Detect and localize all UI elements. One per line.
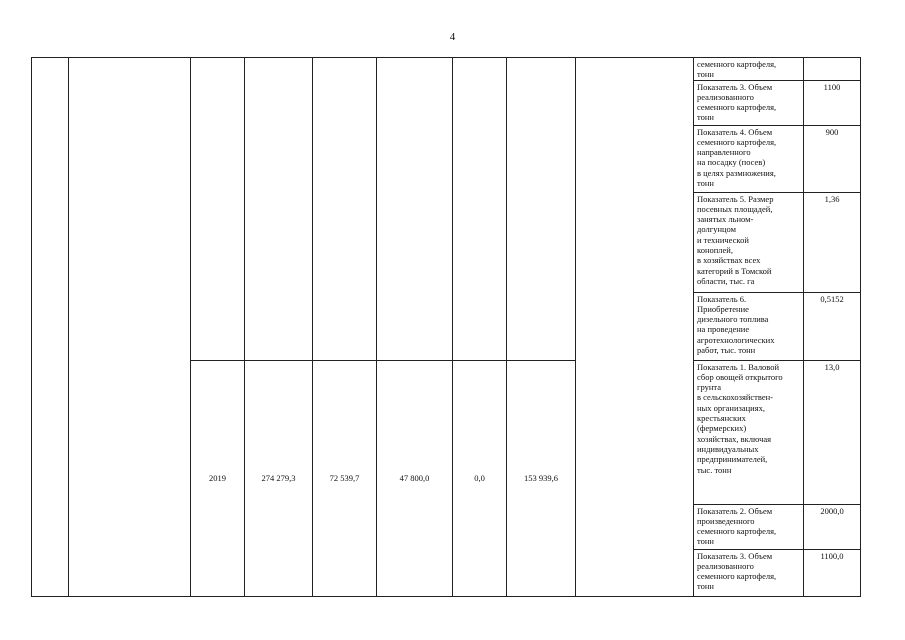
executor-cell [576, 58, 694, 597]
indicator-value: 0,5152 [804, 292, 861, 360]
page-number: 4 [449, 31, 456, 43]
year-cell: 2019 [191, 360, 245, 596]
indicator-value: 1100,0 [804, 549, 861, 596]
indicator-text: семенного картофеля, тонн [694, 58, 804, 81]
activity-name-cell [69, 58, 191, 597]
regional-funding-cell: 47 800,0 [377, 360, 453, 596]
year-cell-empty [191, 58, 245, 361]
extra-funding-cell: 153 939,6 [507, 360, 576, 596]
total-cell-empty [245, 58, 313, 361]
indicator-text: Показатель 6. Приобретение дизельного топлива на проведение агротехнологических работ, тыс. тонн [694, 292, 804, 360]
local-cell-empty [453, 58, 507, 361]
extra-cell-empty [507, 58, 576, 361]
indicator-text: Показатель 5. Размер посевных площадей, занятых льном- долгунцом и технической коноплей, в хозяйствах всех категорий в Томской области, тыс. га [694, 192, 804, 292]
number-column-cell [32, 58, 69, 597]
indicator-text: Показатель 3. Объем реализованного семенного картофеля, тонн [694, 80, 804, 125]
indicator-value [804, 58, 861, 81]
table-row [32, 58, 861, 81]
indicator-value: 13,0 [804, 360, 861, 504]
federal-funding-cell: 72 539,7 [313, 360, 377, 596]
regional-cell-empty [377, 58, 453, 361]
indicator-value: 900 [804, 125, 861, 192]
indicator-value: 1,36 [804, 192, 861, 292]
indicator-text: Показатель 4. Объем семенного картофеля, направленного на посадку (посев) в целях размножения, тонн [694, 125, 804, 192]
indicator-value: 1100 [804, 80, 861, 125]
indicator-text: Показатель 2. Объем произведенного семенного картофеля, тонн [694, 504, 804, 549]
federal-cell-empty [313, 58, 377, 361]
total-funding-cell: 274 279,3 [245, 360, 313, 596]
program-table [31, 57, 861, 597]
indicator-text: Показатель 3. Объем реализованного семенного картофеля, тонн [694, 549, 804, 596]
local-funding-cell: 0,0 [453, 360, 507, 596]
indicator-value: 2000,0 [804, 504, 861, 549]
indicator-text: Показатель 1. Валовой сбор овощей открытого грунта в сельскохозяйствен- ных организациях, крестьянских (фермерских) хозяйствах, включая индивидуальных предпринимателей, тыс. тонн [694, 360, 804, 504]
